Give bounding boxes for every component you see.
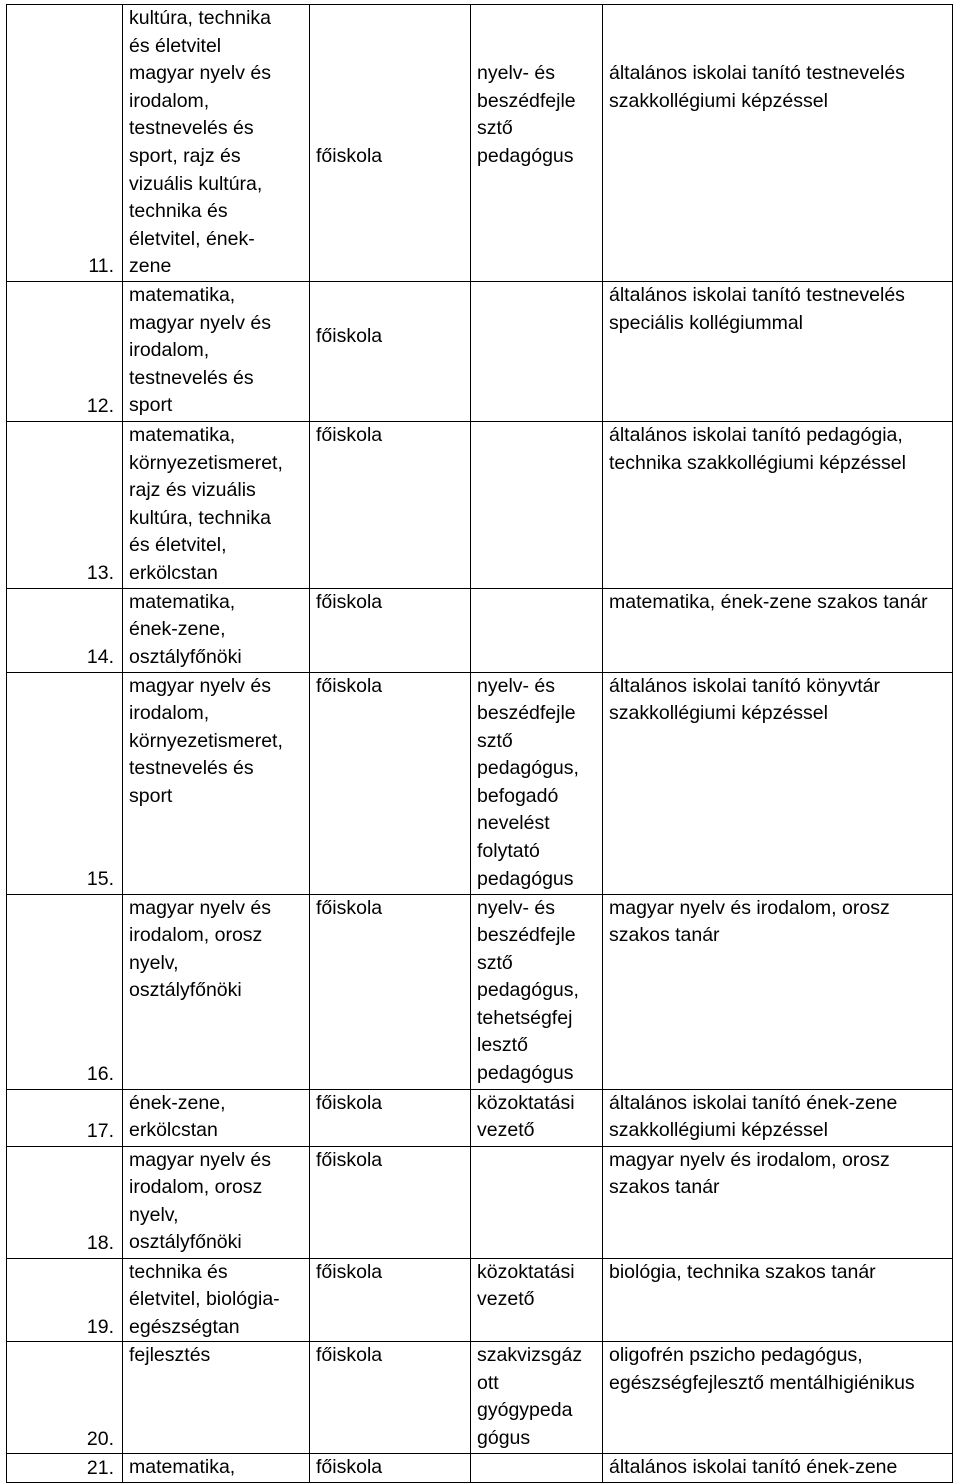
special-cell (471, 421, 603, 588)
school-cell: főiskola (310, 672, 471, 894)
row-number: 18. (7, 1146, 123, 1258)
qualification-cell: általános iskolai tanító könyvtár szakkollégiumi képzéssel (603, 672, 953, 894)
subject-cell: magyar nyelv és irodalom, orosz nyelv, osztályfőnöki (123, 1146, 310, 1258)
row-number: 12. (7, 281, 123, 421)
qualification-cell: magyar nyelv és irodalom, orosz szakos tanár (603, 1146, 953, 1258)
qualification-cell: biológia, technika szakos tanár (603, 1258, 953, 1342)
table-row (7, 894, 953, 1089)
row-number: 11. (7, 5, 123, 282)
subject-cell: matematika, magyar nyelv és irodalom, testnevelés és sport (123, 281, 310, 421)
school-cell: főiskola (310, 1089, 471, 1146)
subject-cell: matematika, ének-zene, osztályfőnöki (123, 588, 310, 672)
table-row (7, 1089, 953, 1146)
subject-cell: technika és életvitel, biológia- egészségtan (123, 1258, 310, 1342)
table-row (7, 588, 953, 672)
qualification-cell: általános iskolai tanító pedagógia, technika szakkollégiumi képzéssel (603, 421, 953, 588)
school-cell: főiskola (310, 588, 471, 672)
subject-cell: fejlesztés (123, 1342, 310, 1454)
school-text: főiskola (316, 324, 383, 347)
special-cell (471, 588, 603, 672)
subject-cell: ének-zene, erkölcstan (123, 1089, 310, 1146)
row-number: 20. (7, 1342, 123, 1454)
special-cell (471, 1454, 603, 1483)
table-row (7, 1146, 953, 1258)
subject-cell: kultúra, technika és életvitel magyar nyelv és irodalom, testnevelés és sport, rajz és vizuális kultúra, technika és életvitel, ének- zene (123, 5, 310, 282)
table-row (7, 672, 953, 894)
row-number: 14. (7, 588, 123, 672)
school-cell (310, 281, 471, 421)
qualification-text: általános iskolai tanító testnevelés szakkollégiumi képzéssel (609, 62, 905, 112)
school-cell: főiskola (310, 421, 471, 588)
qualification-cell (603, 5, 953, 282)
school-cell: főiskola (310, 1454, 471, 1483)
subject-cell: magyar nyelv és irodalom, környezetismeret, testnevelés és sport (123, 672, 310, 894)
table-row (7, 5, 953, 282)
row-number: 15. (7, 672, 123, 894)
table-row (7, 421, 953, 588)
special-cell: közoktatási vezető (471, 1258, 603, 1342)
qualification-cell: általános iskolai tanító ének-zene (603, 1454, 953, 1483)
row-number: 13. (7, 421, 123, 588)
table-row (7, 1454, 953, 1483)
school-cell: főiskola (310, 1258, 471, 1342)
school-cell: főiskola (310, 1342, 471, 1454)
table-row (7, 281, 953, 421)
staff-table (6, 4, 953, 1483)
special-cell: közoktatási vezető (471, 1089, 603, 1146)
subject-cell: magyar nyelv és irodalom, orosz nyelv, osztályfőnöki (123, 894, 310, 1089)
special-cell (471, 281, 603, 421)
qualification-cell: magyar nyelv és irodalom, orosz szakos tanár (603, 894, 953, 1089)
school-cell: főiskola (310, 1146, 471, 1258)
subject-cell: matematika, környezetismeret, rajz és vizuális kultúra, technika és életvitel, erkölcstan (123, 421, 310, 588)
subject-cell: matematika, (123, 1454, 310, 1483)
row-number: 19. (7, 1258, 123, 1342)
qualification-cell: általános iskolai tanító testnevelés speciális kollégiummal (603, 281, 953, 421)
school-text: főiskola (316, 145, 383, 167)
special-cell (471, 1146, 603, 1258)
special-cell: nyelv- és beszédfejle sztő pedagógus, tehetségfej lesztő pedagógus (471, 894, 603, 1089)
qualification-cell: matematika, ének-zene szakos tanár (603, 588, 953, 672)
table-row (7, 1342, 953, 1454)
row-number: 16. (7, 894, 123, 1089)
table-row (7, 1258, 953, 1342)
qualification-cell: általános iskolai tanító ének-zene szakkollégiumi képzéssel (603, 1089, 953, 1146)
school-cell: főiskola (310, 894, 471, 1089)
special-cell: szakvizsgáz ott gyógypeda gógus (471, 1342, 603, 1454)
row-number: 17. (7, 1089, 123, 1146)
special-cell (471, 5, 603, 282)
school-cell (310, 5, 471, 282)
special-text: nyelv- és beszédfejle sztő pedagógus (477, 62, 576, 167)
special-cell: nyelv- és beszédfejle sztő pedagógus, befogadó nevelést folytató pedagógus (471, 672, 603, 894)
qualification-cell: oligofrén pszicho pedagógus, egészségfejlesztő mentálhigiénikus (603, 1342, 953, 1454)
row-number: 21. (7, 1454, 123, 1483)
